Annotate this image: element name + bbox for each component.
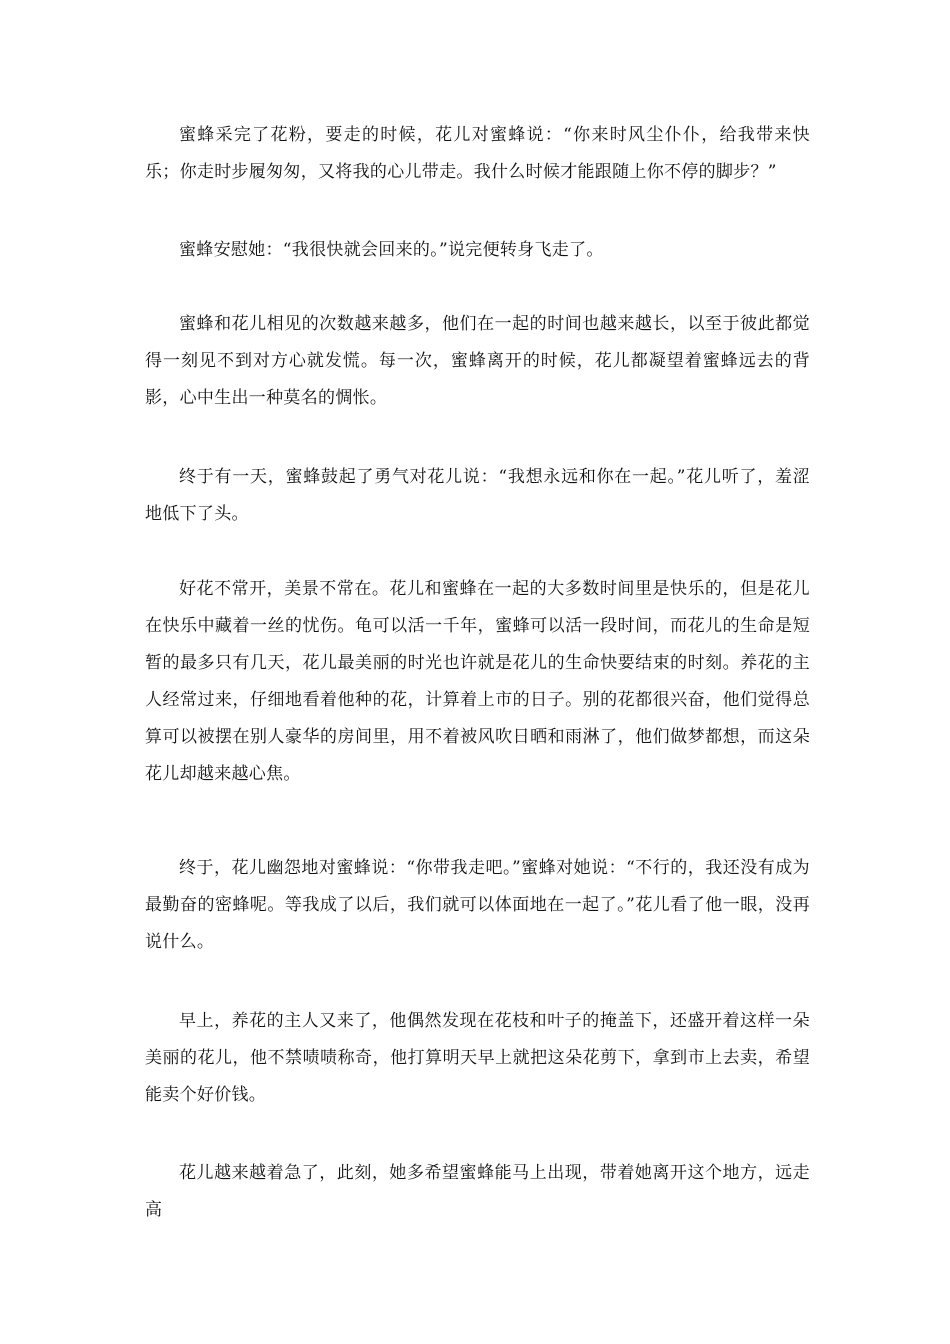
paragraph: 好花不常开，美景不常在。花儿和蜜蜂在一起的大多数时间里是快乐的，但是花儿在快乐中藏着一丝的忧伤。龟可以活一千年，蜜蜂可以活一段时间，而花儿的生命是短暂的最多只有几天，花儿最美丽的时光也许就是花儿的生命快要结束的时刻。养花的主人经常过来，仔细地看着他种的花，计算着上市的日子。别的花都很兴奋，他们觉得总算可以被摆在别人豪华的房间里，用不着被风吹日晒和雨淋了，他们做梦都想，而这朵花儿却越来越心焦。: [145, 579, 810, 784]
paragraph: 蜜蜂和花儿相见的次数越来越多，他们在一起的时间也越来越长，以至于彼此都觉得一刻见不到对方心就发慌。每一次，蜜蜂离开的时候，花儿都凝望着蜜蜂远去的背影，心中生出一种莫名的惆怅。: [145, 314, 810, 408]
paragraph: 早上，养花的主人又来了，他偶然发现在花枝和叶子的掩盖下，还盛开着这样一朵美丽的花儿，他不禁啧啧称奇，他打算明天早上就把这朵花剪下，拿到市上去卖，希望能卖个好价钱。: [145, 1011, 810, 1105]
paragraph: 终于，花儿幽怨地对蜜蜂说：“你带我走吧。”蜜蜂对她说：“不行的，我还没有成为最勤奋的密蜂呢。等我成了以后，我们就可以体面地在一起了。”花儿看了他一眼，没再说什么。: [145, 858, 810, 952]
paragraph: 蜜蜂采完了花粉，要走的时候，花儿对蜜蜂说：“你来时风尘仆仆，给我带来快乐；你走时步履匆匆，又将我的心儿带走。我什么时候才能跟随上你不停的脚步？”: [145, 125, 810, 182]
paragraph: 花儿越来越着急了，此刻，她多希望蜜蜂能马上出现，带着她离开这个地方，远走高: [145, 1163, 810, 1220]
paragraph: 蜜蜂安慰她：“我很快就会回来的。”说完便转身飞走了。: [179, 240, 604, 260]
paragraph: 终于有一天，蜜蜂鼓起了勇气对花儿说：“我想永远和你在一起。”花儿听了，羞涩地低下了头。: [145, 467, 810, 524]
